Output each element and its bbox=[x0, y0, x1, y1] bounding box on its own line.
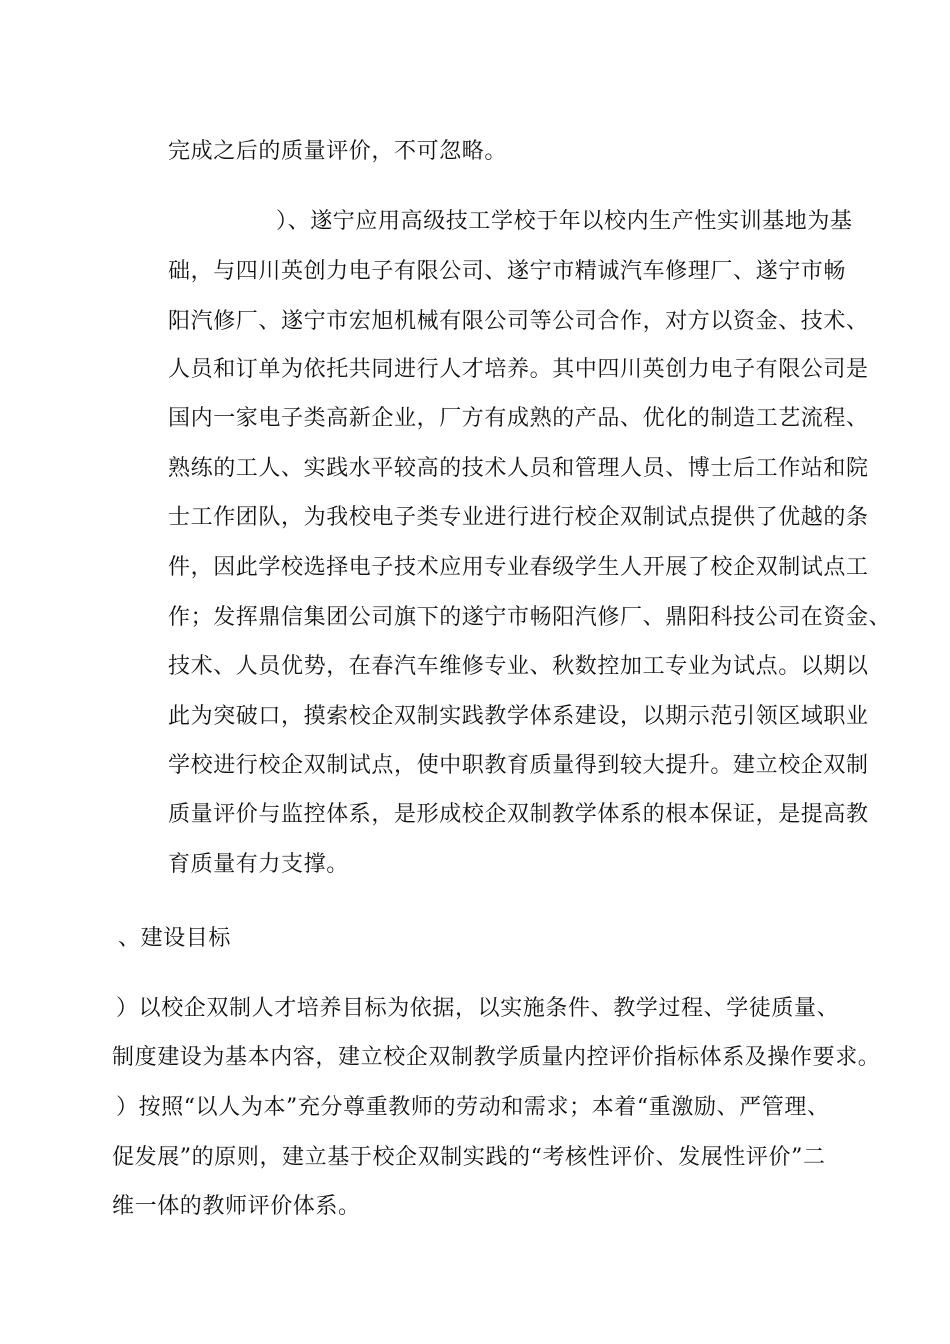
text-line: 士工作团队，为我校电子类专业进行进行校企双制试点提供了优越的条 bbox=[168, 505, 869, 530]
text-line: 础，与四川英创力电子有限公司、遂宁市精诚汽车修理厂、遂宁市畅 bbox=[168, 259, 847, 284]
text-line: 制度建设为基本内容，建立校企双制教学质量内控评价指标体系及操作要求。 bbox=[112, 1045, 881, 1070]
text-line: 学校进行校企双制试点，使中职教育质量得到较大提升。建立校企双制 bbox=[168, 753, 869, 778]
text-line: 件，因此学校选择电子技术应用专业春级学生人开展了校企双制试点工 bbox=[168, 555, 869, 580]
text-line: 此为突破口，摸索校企双制实践教学体系建设，以期示范引领区域职业 bbox=[168, 704, 869, 729]
text-line: 作；发挥鼎信集团公司旗下的遂宁市畅阳汽修厂、鼎阳科技公司在资金、 bbox=[168, 605, 892, 630]
text-line: 促发展”的原则，建立基于校企双制实践的“考核性评价、发展性评价”二 bbox=[112, 1145, 826, 1170]
text-line: ）、遂宁应用高级技工学校于年以校内生产性实训基地为基 bbox=[276, 209, 853, 234]
text-line: 技术、人员优势，在春汽车维修专业、秋数控加工专业为试点。以期以 bbox=[168, 654, 869, 679]
text-line: 育质量有力支撑。 bbox=[168, 852, 349, 877]
text-line: ）按照“以人为本”充分尊重教师的劳动和需求；本着“重激励、严管理、 bbox=[116, 1095, 830, 1120]
text-line: 维一体的教师评价体系。 bbox=[112, 1194, 361, 1219]
section-heading: 、建设目标 bbox=[118, 926, 232, 951]
text-line: 熟练的工人、实践水平较高的技术人员和管理人员、博士后工作站和院 bbox=[168, 456, 869, 481]
text-line: 质量评价与监控体系，是形成校企双制教学体系的根本保证，是提高教 bbox=[168, 802, 869, 827]
text-line: 人员和订单为依托共同进行人才培养。其中四川英创力电子有限公司是 bbox=[168, 357, 869, 382]
text-line: ）以校企双制人才培养目标为依据，以实施条件、教学过程、学徒质量、 bbox=[116, 996, 840, 1021]
text-line: 阳汽修厂、遂宁市宏旭机械有限公司等公司合作，对方以资金、技术、 bbox=[168, 309, 869, 334]
text-line: 国内一家电子类高新企业，厂方有成熟的产品、优化的制造工艺流程、 bbox=[168, 406, 869, 431]
text-line: 完成之后的质量评价，不可忽略。 bbox=[168, 139, 508, 164]
